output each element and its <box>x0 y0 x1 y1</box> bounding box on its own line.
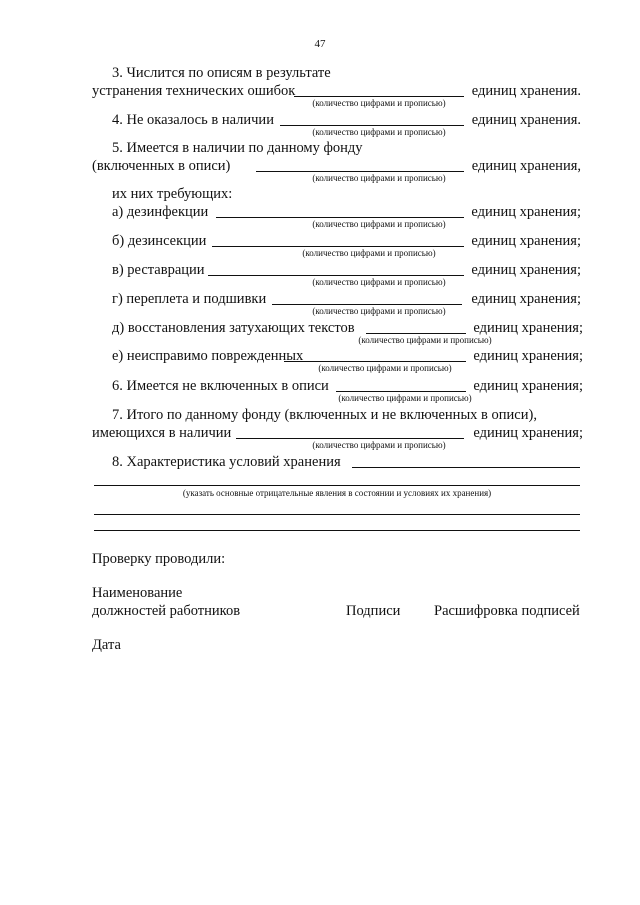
item5v-blank <box>208 275 464 276</box>
item5e-caption: (количество цифрами и прописью) <box>318 363 452 373</box>
item5d-caption: (количество цифрами и прописью) <box>358 335 492 345</box>
item7-unit: единиц хранения; <box>473 425 583 441</box>
item7-blank <box>236 438 464 439</box>
item5d-blank <box>366 333 466 334</box>
item8-blank <box>352 467 580 468</box>
item6-caption: (количество цифрами и прописью) <box>338 393 472 403</box>
item4-caption: (количество цифрами и прописью) <box>312 127 446 137</box>
item6-unit: единиц хранения; <box>473 378 583 394</box>
item7-caption: (количество цифрами и прописью) <box>312 440 446 450</box>
item4-label: 4. Не оказалось в наличии <box>112 112 274 128</box>
item5-unit: единиц хранения, <box>471 158 581 174</box>
item5v-unit: единиц хранения; <box>471 262 581 278</box>
item5-intro: их них требующих: <box>112 186 233 202</box>
item8-line2 <box>94 485 580 486</box>
inspection-col2: Подписи <box>346 603 401 619</box>
item8-label: 8. Характеристика условий хранения <box>112 454 341 470</box>
item8-line3 <box>94 514 580 515</box>
item5b-label: б) дезинсекции <box>112 233 207 249</box>
item5-blank <box>256 171 464 172</box>
item5-line1: 5. Имеется в наличии по данному фонду <box>112 140 363 156</box>
item5g-caption: (количество цифрами и прописью) <box>312 306 446 316</box>
inspection-date: Дата <box>92 637 121 653</box>
item5a-blank <box>216 217 464 218</box>
item5g-unit: единиц хранения; <box>471 291 581 307</box>
item6-label: 6. Имеется не включенных в описи <box>112 378 329 394</box>
inspection-col1-line2: должностей работников <box>92 603 241 619</box>
item8-caption: (указать основные отрицательные явления в состоянии и условиях их хранения) <box>182 488 492 498</box>
item5a-caption: (количество цифрами и прописью) <box>312 219 446 229</box>
item6-blank <box>336 391 466 392</box>
item5e-blank <box>284 361 466 362</box>
item5v-caption: (количество цифрами и прописью) <box>312 277 446 287</box>
item5e-label: е) неисправимо поврежденных <box>112 348 304 364</box>
item8-line4 <box>94 530 580 531</box>
item3-line2: устранения технических ошибок <box>92 83 296 99</box>
item5b-blank <box>212 246 464 247</box>
inspection-col3: Расшифровка подписей <box>434 603 580 619</box>
item5-caption: (количество цифрами и прописью) <box>312 173 446 183</box>
item7-line1: 7. Итого по данному фонду (включенных и не включенных в описи), <box>112 407 537 423</box>
inspection-title: Проверку проводили: <box>92 551 226 567</box>
item5d-label: д) восстановления затухающих текстов <box>112 320 355 336</box>
item5a-unit: единиц хранения; <box>471 204 581 220</box>
item3-unit: единиц хранения. <box>471 83 581 99</box>
item5b-caption: (количество цифрами и прописью) <box>302 248 436 258</box>
item7-line2: имеющихся в наличии <box>92 425 232 441</box>
item5d-unit: единиц хранения; <box>473 320 583 336</box>
item3-line1: 3. Числится по описям в результате <box>112 65 331 81</box>
item5v-label: в) реставрации <box>112 262 205 278</box>
item3-caption: (количество цифрами и прописью) <box>312 98 446 108</box>
item5g-blank <box>272 304 462 305</box>
page-number: 47 <box>314 38 326 50</box>
item5a-label: а) дезинфекции <box>112 204 209 220</box>
item4-unit: единиц хранения. <box>471 112 581 128</box>
item5b-unit: единиц хранения; <box>471 233 581 249</box>
item5g-label: г) переплета и подшивки <box>112 291 267 307</box>
item5-line2: (включенных в описи) <box>92 158 231 174</box>
item5e-unit: единиц хранения; <box>473 348 583 364</box>
inspection-col1-line1: Наименование <box>92 585 183 601</box>
item4-blank <box>280 125 464 126</box>
item3-blank <box>294 96 464 97</box>
